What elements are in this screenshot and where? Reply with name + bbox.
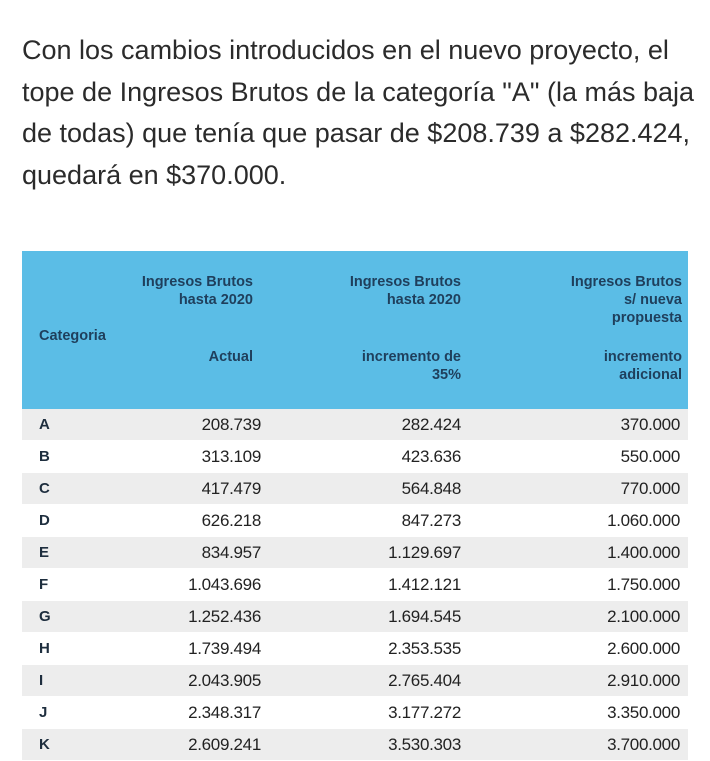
row-actual: 626.218	[182, 505, 357, 537]
row-category: H	[22, 633, 182, 665]
row-actual: 313.109	[182, 441, 357, 473]
row-nueva: 1.400.000	[553, 537, 688, 569]
row-inc35: 1.129.697	[357, 537, 553, 569]
table-row	[22, 537, 688, 569]
header-nueva-subtitle: incremento adicional	[603, 349, 682, 383]
row-inc35: 423.636	[357, 441, 553, 473]
row-inc35: 282.424	[357, 409, 553, 441]
row-nueva: 3.350.000	[553, 697, 688, 729]
row-nueva: 2.600.000	[553, 633, 688, 665]
table-row	[22, 569, 688, 601]
row-nueva: 2.100.000	[553, 601, 688, 633]
row-actual: 1.739.494	[182, 633, 357, 665]
table-row	[22, 601, 688, 633]
row-actual: 1.252.436	[182, 601, 357, 633]
row-category: F	[22, 569, 182, 601]
table-row	[22, 633, 688, 665]
row-actual: 1.043.696	[182, 569, 357, 601]
row-actual: 417.479	[182, 473, 357, 505]
row-actual: 2.348.317	[182, 697, 357, 729]
row-nueva: 3.700.000	[553, 729, 688, 761]
row-inc35: 564.848	[357, 473, 553, 505]
row-nueva: 370.000	[553, 409, 688, 441]
row-category: G	[22, 601, 182, 633]
table-row	[22, 697, 688, 729]
table-header	[22, 251, 688, 409]
header-actual-subtitle: Actual	[208, 349, 253, 365]
row-inc35: 3.177.272	[357, 697, 553, 729]
row-nueva: 550.000	[553, 441, 688, 473]
row-category: I	[22, 665, 182, 697]
row-inc35: 847.273	[357, 505, 553, 537]
row-category: B	[22, 441, 182, 473]
header-inc35	[349, 251, 553, 409]
header-category-label: Categoria	[39, 328, 106, 344]
row-inc35: 1.412.121	[357, 569, 553, 601]
header-inc35-subtitle: incremento de 35%	[361, 349, 461, 383]
categories-table-container	[22, 251, 688, 754]
table-row	[22, 473, 688, 505]
row-nueva: 1.750.000	[553, 569, 688, 601]
row-nueva: 1.060.000	[553, 505, 688, 537]
header-inc35-title: Ingresos Brutos hasta 2020	[349, 274, 461, 308]
row-category: K	[22, 729, 182, 761]
row-actual: 834.957	[182, 537, 357, 569]
header-nueva-title: Ingresos Brutos s/ nueva propuesta	[570, 274, 682, 326]
row-category: J	[22, 697, 182, 729]
row-actual: 2.609.241	[182, 729, 357, 761]
table-row	[22, 505, 688, 537]
header-nueva	[553, 251, 688, 409]
row-nueva: 770.000	[553, 473, 688, 505]
article-paragraph: Con los cambios introducidos en el nuevo proyecto, el tope de Ingresos Brutos de la categoría "A" (la más baja de todas) que tenía que pasar de $208.739 a $282.424, quedará en $370.000.	[22, 35, 695, 190]
row-actual: 208.739	[182, 409, 357, 441]
row-inc35: 1.694.545	[357, 601, 553, 633]
table-body	[22, 409, 688, 761]
table-row	[22, 441, 688, 473]
row-inc35: 3.530.303	[357, 729, 553, 761]
categories-table	[22, 251, 688, 761]
row-category: D	[22, 505, 182, 537]
row-inc35: 2.765.404	[357, 665, 553, 697]
table-row	[22, 409, 688, 441]
row-actual: 2.043.905	[182, 665, 357, 697]
row-category: E	[22, 537, 182, 569]
row-category: C	[22, 473, 182, 505]
row-category: A	[22, 409, 182, 441]
row-inc35: 2.353.535	[357, 633, 553, 665]
header-actual-title: Ingresos Brutos hasta 2020	[141, 274, 253, 308]
table-row	[22, 729, 688, 761]
row-nueva: 2.910.000	[553, 665, 688, 697]
table-row	[22, 665, 688, 697]
